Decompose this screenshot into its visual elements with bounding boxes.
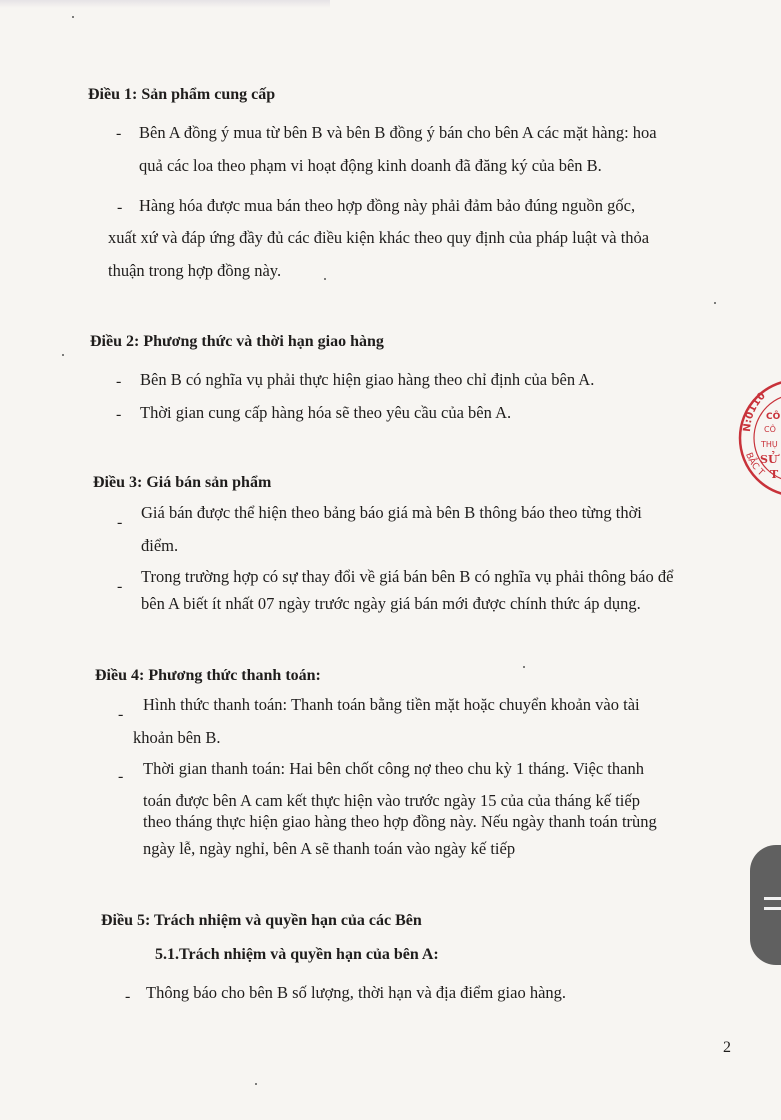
article-1-line-3: Hàng hóa được mua bán theo hợp đồng này phải đảm bảo đúng nguồn gốc, xyxy=(139,196,636,215)
article-3-line-4: bên A biết ít nhất 07 ngày trước ngày giá bán mới được chính thức áp dụng. xyxy=(141,594,641,613)
scan-speck xyxy=(714,302,716,304)
bullet-dash: - xyxy=(116,125,122,142)
article-4-line-4: toán được bên A cam kết thực hiện vào trước ngày 15 của của tháng kế tiếp xyxy=(143,791,640,810)
article-2-line-1: Bên B có nghĩa vụ phải thực hiện giao hàng theo chỉ định của bên A. xyxy=(140,370,595,389)
article-1-heading: Điều 1: Sản phẩm cung cấp xyxy=(88,86,276,103)
seal-ring-text: N:0110 xyxy=(741,390,768,433)
seal-text-line: THỤ xyxy=(761,440,778,449)
article-4-line-2: khoản bên B. xyxy=(133,728,221,747)
article-1-line-2: quả các loa theo phạm vi hoạt động kinh doanh đã đăng ký của bên B. xyxy=(139,156,602,175)
company-seal-stamp xyxy=(738,370,781,500)
bullet-dash: - xyxy=(117,514,123,531)
scan-speck xyxy=(324,278,326,280)
side-menu-handle[interactable] xyxy=(750,845,781,965)
article-1-line-4: xuất xứ và đáp ứng đầy đủ các điều kiện khác theo quy định của pháp luật và thỏa xyxy=(108,228,650,247)
seal-text-line: T xyxy=(770,468,779,481)
article-1-line-5: thuận trong hợp đồng này. xyxy=(108,261,282,280)
bullet-dash: - xyxy=(117,199,123,216)
menu-handle-line-icon xyxy=(764,907,781,910)
bullet-dash: - xyxy=(116,406,122,423)
page-number: 2 xyxy=(723,1039,731,1056)
article-5-subheading: 5.1.Trách nhiệm và quyền hạn của bên A: xyxy=(155,946,439,963)
article-4-line-5: theo tháng thực hiện giao hàng theo hợp đồng này. Nếu ngày thanh toán trùng xyxy=(143,812,657,831)
article-5-line-1: Thông báo cho bên B số lượng, thời hạn và địa điểm giao hàng. xyxy=(146,983,567,1002)
scan-speck xyxy=(523,666,525,668)
article-1-line-1: Bên A đồng ý mua từ bên B và bên B đồng ý bán cho bên A các mặt hàng: hoa xyxy=(139,123,657,142)
bullet-dash: - xyxy=(118,706,124,723)
article-3-line-1: Giá bán được thể hiện theo bảng báo giá mà bên B thông báo theo từng thời xyxy=(141,503,642,522)
article-3-heading: Điều 3: Giá bán sản phẩm xyxy=(93,474,272,491)
bullet-dash: - xyxy=(117,578,123,595)
article-4-line-1: Hình thức thanh toán: Thanh toán bằng tiền mặt hoặc chuyển khoản vào tài xyxy=(143,695,640,714)
menu-handle-line-icon xyxy=(764,897,781,900)
seal-text-line: CÔ xyxy=(766,412,781,422)
seal-text-line: SỬ xyxy=(760,453,778,466)
bullet-dash: - xyxy=(118,768,124,785)
scan-speck xyxy=(72,16,74,18)
bullet-dash: - xyxy=(125,988,131,1005)
scan-speck xyxy=(62,354,64,356)
article-3-line-2: điểm. xyxy=(141,536,179,555)
article-2-heading: Điều 2: Phương thức và thời hạn giao hàng xyxy=(90,333,384,350)
article-3-line-3: Trong trường hợp có sự thay đổi về giá bán bên B có nghĩa vụ phải thông báo để xyxy=(141,567,674,586)
seal-bottom-text: BẮC T xyxy=(743,451,766,479)
article-4-line-6: ngày lễ, ngày nghỉ, bên A sẽ thanh toán vào ngày kế tiếp xyxy=(143,839,516,858)
article-4-line-3: Thời gian thanh toán: Hai bên chốt công nợ theo chu kỳ 1 tháng. Việc thanh xyxy=(143,759,644,778)
scan-edge-shadow xyxy=(0,0,330,8)
article-4-heading: Điều 4: Phương thức thanh toán: xyxy=(95,667,321,684)
bullet-dash: - xyxy=(116,373,122,390)
scan-speck xyxy=(255,1083,257,1085)
article-5-heading: Điều 5: Trách nhiệm và quyền hạn của các Bên xyxy=(101,912,422,929)
seal-text-line: CÔ xyxy=(764,425,776,434)
article-2-line-2: Thời gian cung cấp hàng hóa sẽ theo yêu cầu của bên A. xyxy=(140,403,512,422)
